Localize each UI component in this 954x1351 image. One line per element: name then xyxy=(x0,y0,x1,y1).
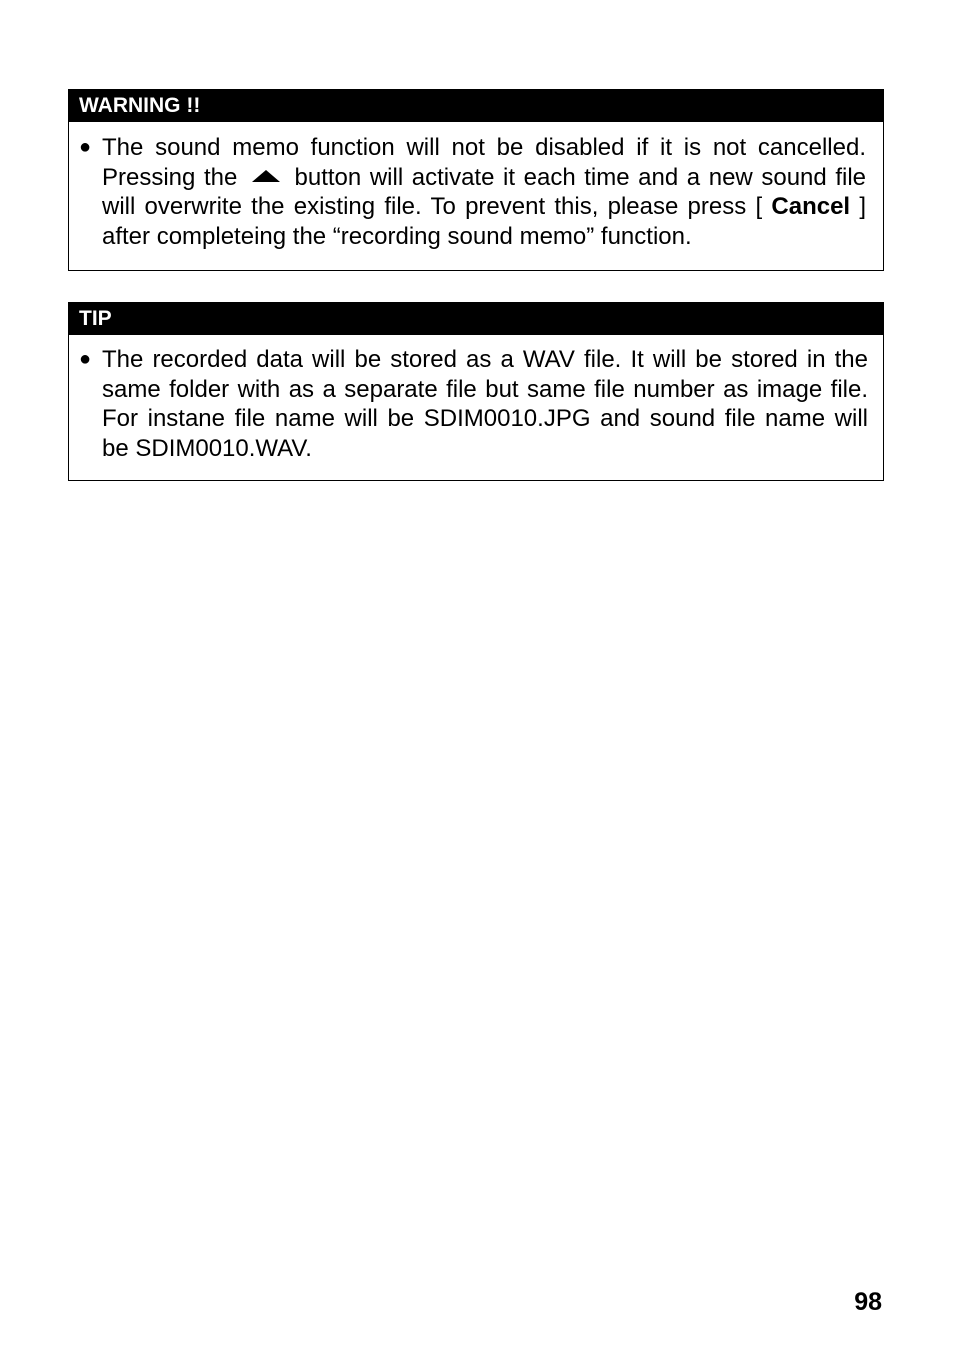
up-arrow-button-icon xyxy=(252,170,280,182)
bullet-icon: ● xyxy=(79,348,92,370)
tip-box xyxy=(68,302,884,481)
warning-text-start: The sound memo function will not be disabled if it is not cancelled. Pressing the xyxy=(102,134,866,191)
tip-title: TIP xyxy=(69,303,883,335)
warning-title: WARNING !! xyxy=(69,90,883,122)
page-number: 98 xyxy=(854,1288,882,1316)
tip-body xyxy=(69,335,883,463)
warning-body xyxy=(69,122,883,251)
cancel-label: Cancel xyxy=(771,193,851,220)
warning-box xyxy=(68,89,884,271)
warning-text-end: ] after completeing the “recording sound memo” function. xyxy=(102,193,866,250)
warning-text-middle: button will activate it each time and a new sound file will overwrite the existing file. To prevent this, please press [ xyxy=(102,163,867,220)
tip-text: The recorded data will be stored as a WAV file. It will be stored in the same folder with as a separate file but same file number as image file. For instane file name will be SDIM0010.JPG and sound file name will be SDIM0010.WAV. xyxy=(102,346,868,462)
bullet-icon: ● xyxy=(79,136,92,158)
